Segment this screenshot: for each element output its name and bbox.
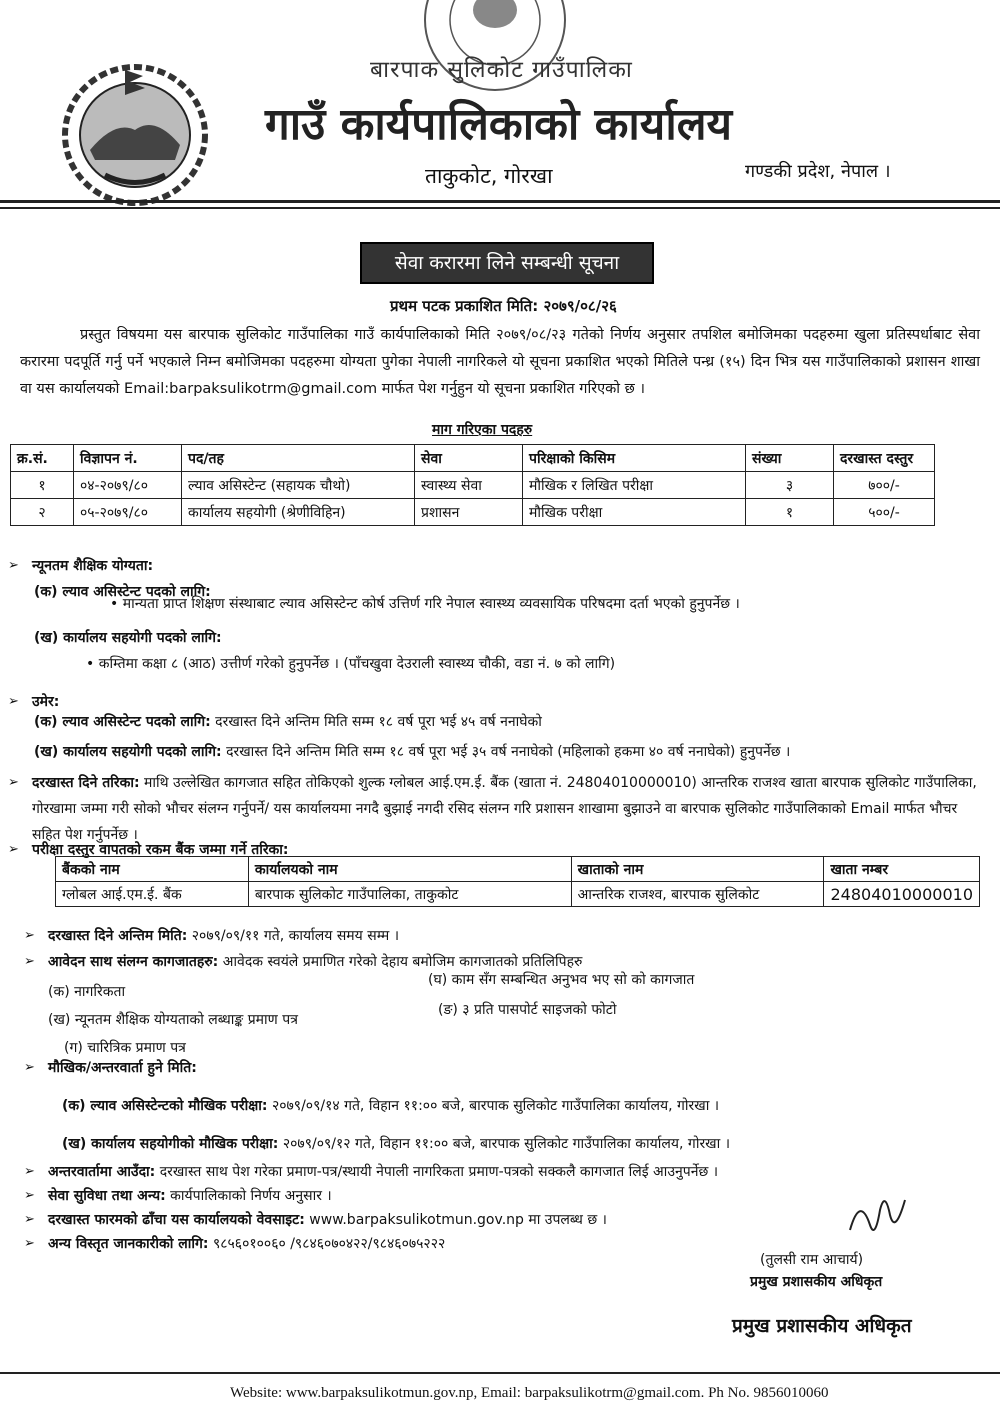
table-cell: ७००/- (834, 472, 935, 499)
signature (845, 1185, 915, 1245)
age-title: ➢ उमेर: (32, 690, 59, 714)
application-method: ➢ दरखास्त दिने तरिका: माथि उल्लेखित कागजात सहित तोकिएको शुल्क ग्लोबल आई.एम.ई. बैंक (खाता नं. 24804010000010) आन्तरिक राजश्व खाता बारपाक सुलिकोट गाउँपालिका, गोरखामा जम्मा गरी सोको भौचर संलग्न गर्नुपर्ने/ यस कार्यालयमा नगदै बुझाई नगदी रसिद संलग्न गरि प्रशासन शाखामा बुझाउने वा बारपाक सुलिकोट गाउँपालिकाको Email मार्फत भौचर सहित पेश गर्नुपर्नेछ । (32, 770, 977, 848)
table-cell: बारपाक सुलिकोट गाउँपालिका, ताकुकोट (248, 882, 571, 907)
table-cell: मौखिक र लिखित परीक्षा (523, 472, 746, 499)
bank-title: ➢ परीक्षा दस्तुर वापतको रकम बैंक जम्मा गर्ने तरिका: (32, 838, 289, 862)
signatory-designation: प्रमुख प्रशासकीय अधिकृत (750, 1274, 883, 1290)
qualification-title: ➢ न्यूनतम शैक्षिक योग्यता: (32, 554, 153, 578)
col-header: दरखास्त दस्तुर (834, 445, 935, 472)
table-cell: १ (746, 499, 834, 526)
col-header: बैंकको नाम (56, 857, 249, 882)
qual-b-text: • कम्तिमा कक्षा ८ (आठ) उत्तीर्ण गरेको हुनुपर्नेछ । (पाँचखुवा देउराली स्वास्थ्य चौकी, वडा नं. ७ को लागि) (86, 656, 616, 672)
doc-item: (ग) चारित्रिक प्रमाण पत्र (64, 1040, 186, 1056)
intro-paragraph (20, 322, 980, 403)
age-b: (ख) कार्यालय सहयोगी पदको लागि: दरखास्त दिने अन्तिम मिति सम्म १८ वर्ष पूरा भई ३५ वर्ष ननाघेको (महिलाको हकमा ४० वर्ष ननाघेको) हुनुपर्नेछ । (34, 744, 791, 760)
bank-table (55, 856, 980, 907)
qual-a-text: • मान्यता प्राप्त शिक्षण संस्थाबाट ल्याव असिस्टेन्ट कोर्ष उत्तिर्ण गरि नेपाल स्वास्थ्य व्यवसायिक परिषदमा दर्ता भएको हुनुपर्नेछ । (110, 596, 740, 612)
table-row (56, 882, 980, 907)
table-cell: २ (11, 499, 74, 526)
col-header: विज्ञापन नं. (74, 445, 182, 472)
designation-stamp: प्रमुख प्रशासकीय अधिकृत (732, 1315, 912, 1337)
municipality-name: बारपाक सुलिकोट गाउँपालिका (370, 57, 633, 83)
header-divider (0, 200, 1000, 203)
posts-table (10, 444, 935, 526)
interview-a: (क) ल्याव असिस्टेन्टको मौखिक परीक्षा: २०७९/०९/१४ गते, विहान ११:०० बजे, बारपाक सुलिकोट गाउँपालिका कार्यालय, गोरखा । (62, 1098, 720, 1114)
province: गण्डकी प्रदेश, नेपाल । (745, 161, 891, 182)
qual-b-title: (ख) कार्यालय सहयोगी पदको लागि: (34, 630, 222, 646)
col-header: कार्यालयको नाम (248, 857, 571, 882)
nepal-emblem (55, 60, 215, 210)
table-cell: ग्लोबल आई.एम.ई. बैंक (56, 882, 249, 907)
interview-title: ➢ मौखिक/अन्तरवार्ता हुने मिति: (48, 1056, 197, 1080)
contact-info: ➢ अन्य विस्तृत जानकारीको लागि: ९८५६०१००६० /९८४६०७०४२२/९८४६०७५२२२ (48, 1232, 445, 1256)
deadline: ➢ दरखास्त दिने अन्तिम मिति: २०७९/०९/११ गते, कार्यालय समय सम्म । (48, 924, 399, 948)
table-row (11, 472, 935, 499)
intro-text: प्रस्तुत विषयमा यस बारपाक सुलिकोट गाउँपालिका गाउँ कार्यपालिकाको मिति २०७९/०८/२३ गतेको निर्णय अनुसार तपशिल बमोजिमका पदहरुमा खुला प्रतिस्पर्धाबाट सेवा करारमा पदपूर्ति गर्नु पर्ने भएकाले निम्न बमोजिमका पदहरुमा योग्यता पुगेका नेपाली नागरिकले यो सूचना प्रकाशित भएको मितिले पन्ध्र (१५) दिन भित्र यस गाउँपालिकाको प्रशासन शाखा वा यस कार्यालयको Email:barpaksulikotrm@gmail.com मार्फत पेश गर्नुहुन यो सूचना प्रकाशित गरिएको छ । (20, 327, 980, 397)
table-cell: मौखिक परीक्षा (523, 499, 746, 526)
signatory-name: (तुलसी राम आचार्य) (760, 1252, 864, 1268)
office-location: ताकुकोट, गोरखा (425, 164, 553, 188)
table-cell: ०४-२०७९/८० (74, 472, 182, 499)
table-cell: ल्याव असिस्टेन्ट (सहायक चौथो) (182, 472, 415, 499)
facility: ➢ सेवा सुविधा तथा अन्य: कार्यपालिकाको निर्णय अनुसार । (48, 1184, 332, 1208)
table-row (11, 499, 935, 526)
col-header: खाता नम्बर (824, 857, 980, 882)
doc-item: (क) नागरिकता (48, 984, 126, 1000)
col-header: क्र.सं. (11, 445, 74, 472)
table-header-row (11, 445, 935, 472)
footer-contact: Website: www.barpaksulikotmun.gov.np, Email: barpaksulikotrm@gmail.com. Ph No. 9856010060 (230, 1385, 829, 1401)
publish-date: प्रथम पटक प्रकाशित मिति: २०७९/०८/२६ (390, 297, 617, 315)
office-title: गाउँ कार्यपालिकाको कार्यालय (265, 99, 733, 150)
col-header: सेवा (415, 445, 523, 472)
form-website: ➢ दरखास्त फारमको ढाँचा यस कार्यालयको वेवसाइट: www.barpaksulikotmun.gov.np मा उपलब्ध छ । (48, 1208, 607, 1232)
doc-item: (घ) काम सँग सम्बन्धित अनुभव भए सो को कागजात (428, 972, 695, 988)
table-cell: कार्यालय सहयोगी (श्रेणीविहिन) (182, 499, 415, 526)
bring-documents: ➢ अन्तरवार्तामा आउँदा: दरखास्त साथ पेश गरेका प्रमाण-पत्र/स्थायी नेपाली नागरिकता प्रमाण-पत्रको सक्कलै कागजात लिई आउनुपर्नेछ । (48, 1160, 978, 1184)
qual-a-title: (क) ल्याव असिस्टेन्ट पदको लागि: (34, 584, 211, 600)
posts-heading: माग गरिएका पदहरु (432, 422, 533, 438)
age-a: (क) ल्याव असिस्टेन्ट पदको लागि: दरखास्त दिने अन्तिम मिति सम्म १८ वर्ष पूरा भई ४५ वर्ष ननाघेको (34, 714, 542, 730)
col-header: परिक्षाको किसिम (523, 445, 746, 472)
table-cell: आन्तरिक राजश्व, बारपाक सुलिकोट (571, 882, 824, 907)
doc-item: (ङ) ३ प्रति पासपोर्ट साइजको फोटो (438, 1002, 617, 1018)
interview-b: (ख) कार्यालय सहयोगीको मौखिक परीक्षा: २०७९/०९/१२ गते, विहान ११:०० बजे, बारपाक सुलिकोट गाउँपालिका कार्यालय, गोरखा । (62, 1136, 731, 1152)
col-header: संख्या (746, 445, 834, 472)
table-header-row (56, 857, 980, 882)
table-cell: १ (11, 472, 74, 499)
table-cell: स्वास्थ्य सेवा (415, 472, 523, 499)
table-cell: ३ (746, 472, 834, 499)
header-divider-thin (0, 207, 1000, 209)
table-cell: 24804010000010 (824, 882, 980, 907)
table-cell: ०५-२०७९/८० (74, 499, 182, 526)
notice-title: सेवा करारमा लिने सम्बन्धी सूचना (360, 242, 654, 284)
table-cell: ५००/- (834, 499, 935, 526)
table-cell: प्रशासन (415, 499, 523, 526)
doc-item: (ख) न्यूनतम शैक्षिक योग्यताको लब्धाङ्क प्रमाण पत्र (48, 1012, 298, 1028)
col-header: पद/तह (182, 445, 415, 472)
documents-title: ➢ आवेदन साथ संलग्न कागजातहरु: आवेदक स्वयंले प्रमाणित गरेको देहाय बमोजिम कागजातको प्रतिलिपिहरु (48, 950, 968, 974)
col-header: खाताको नाम (571, 857, 824, 882)
footer-divider (0, 1372, 1000, 1374)
